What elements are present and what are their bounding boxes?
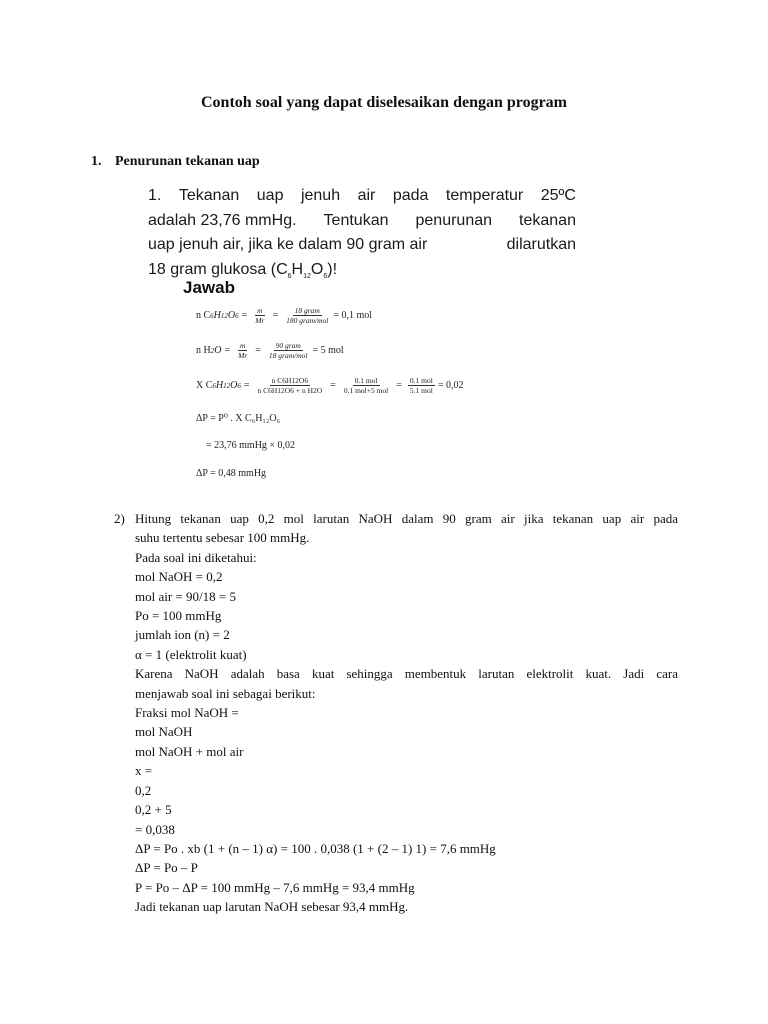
problem-2-word: 0,2 [258,511,275,526]
problem-1-word: Tentukan [323,211,389,229]
problem-1-word: uap jenuh air, jika ke dalam 90 gram air [148,236,428,253]
problem-2-line-18: ΔP = Po . xb (1 + (n – 1) α) = 100 . 0,038 (1 + (2 – 1) 1) = 7,6 mmHg [135,840,496,856]
problem-1-line-3 [148,233,576,258]
problem-2-line-20: P = Po – ΔP = 100 mmHg – 7,6 mmHg = 93,4 mmHg [135,879,415,895]
problem-2-word: cara [656,666,678,682]
problem-1-word: 25ºC [540,187,576,204]
problem-2-label: 2) [114,511,125,526]
section-title: Penurunan tekanan uap [115,154,260,169]
problem-1-line-2 [148,209,576,234]
problem-1-line-4: 18 gram glukosa $(C_6H_{12}O_6)$! [148,260,338,280]
problem-2-word: uap [602,511,622,526]
problem-2-word: pada [653,511,678,526]
page-title: Contoh soal yang dapat diselesaikan dengan program [201,94,567,111]
problem-2-line-14: x = [135,763,153,779]
problem-2-word: elektrolit [526,666,574,682]
problem-1-word: uap [256,187,284,204]
problem-2-word: gram [465,511,492,526]
problem-2-word: basa [276,666,300,682]
problem-2-word: NaOH [358,511,393,526]
problem-2-line-1 [135,509,678,528]
problem-2-word: tekanan [552,511,594,526]
solution-step-6: ΔP = 0,48 mmHg [196,468,267,479]
problem-2-word: Jadi [623,666,645,682]
solution-step-2: n H 2 O = $\frac{m}{Mr}$ = $\frac{\text{90 gram}}{\text{18 gram/mol}}$ = 5 mol [196,341,344,360]
problem-2-line-19: ΔP = Po – P [135,860,198,876]
problem-1-word: Tekanan [178,187,240,204]
problem-2-line-3: Pada soal ini diketahui: [135,549,257,565]
problem-2-word: NaOH [184,666,219,682]
problem-2-line-21: Jadi tekanan uap larutan NaOH sebesar 93,4 mmHg. [135,899,409,915]
problem-2-line-4: mol NaOH = 0,2 [135,569,223,585]
problem-2-line-11: Fraksi mol NaOH = [135,705,239,721]
section-heading [91,154,260,170]
problem-2-word: Hitung [135,511,172,526]
problem-2-line-16: 0,2 + 5 [135,802,172,818]
problem-2-line-6: Po = 100 mmHg [135,608,222,624]
problem-2-line-8: α = 1 (elektrolit kuat) [135,646,247,662]
problem-1-word: penurunan [415,211,493,229]
problem-1-word: air [357,187,376,204]
problem-2-line-12: mol NaOH [135,724,193,740]
problem-1-word: adalah 23,76 mmHg. [148,211,297,229]
section-number: 1. [91,154,102,169]
problem-1-word: dilarutkan [506,236,576,253]
problem-2-word: kuat [311,666,335,682]
problem-2-line-7: jumlah ion (n) = 2 [135,627,230,643]
problem-1-word: tekanan [519,211,576,229]
problem-2-line-2: suhu tertentu sebesar 100 mmHg. [135,530,310,546]
problem-2-word: uap [230,511,249,526]
problem-1-image [148,184,576,289]
solution-step-5: = 23,76 mmHg × 0,02 [206,440,296,451]
problem-2-word: jika [523,511,544,526]
problem-2-line-5: mol air = 90/18 = 5 [135,588,236,604]
problem-1-word: 1. [148,187,162,204]
problem-2-word: Karena [135,666,173,682]
problem-2-word: 90 [442,511,456,526]
problem-2-word: larutan [313,511,350,526]
jawab-heading: Jawab [183,278,235,297]
problem-2-word: air [500,511,515,526]
problem-2-line-10: menjawab soal ini sebagai berikut: [135,685,316,701]
problem-1-line-1 [148,184,576,209]
solution-step-1: n C 6 H 12 O 6 = $\frac{m}{Mr}$ = $\frac{\text{18 gram}}{\text{180 gram/mol}}$ = 0,1 mol [196,306,373,325]
problem-2-line-9 [135,664,678,683]
problem-2-word: sehingga [346,666,393,682]
solution-step-4: ΔP = P⁰ . X C₆H₁₂O₆ [196,413,281,424]
problem-2-word: adalah [230,666,265,682]
problem-1-word: temperatur [445,187,524,204]
problem-2-word: tekanan [180,511,221,526]
problem-2-line-17: = 0,038 [135,821,175,837]
problem-2-word: air [630,511,645,526]
problem-2-word: mol [283,511,304,526]
problem-2-word: dalam [401,511,434,526]
problem-2-line-15: 0,2 [135,782,152,798]
problem-1-word: jenuh [300,187,341,204]
problem-2-word: membentuk [404,666,467,682]
problem-1-word: pada [392,187,429,204]
problem-2-word: kuat. [585,666,612,682]
problem-2-line-13: mol NaOH + mol air [135,743,244,759]
solution-step-3: X C 6 H 12 O 6 = $\frac{\text{n C6H12O6}}{\text{n C6H12O6 + n H2O}}$ = $\frac{\text{0.1 mol}}{\text{0.1 mol+5 mol}}$ = $\frac{\text{0.1 mol}}{\text{5.1 mol}}$ = 0,02 [196,376,464,395]
problem-2-word: larutan [478,666,515,682]
